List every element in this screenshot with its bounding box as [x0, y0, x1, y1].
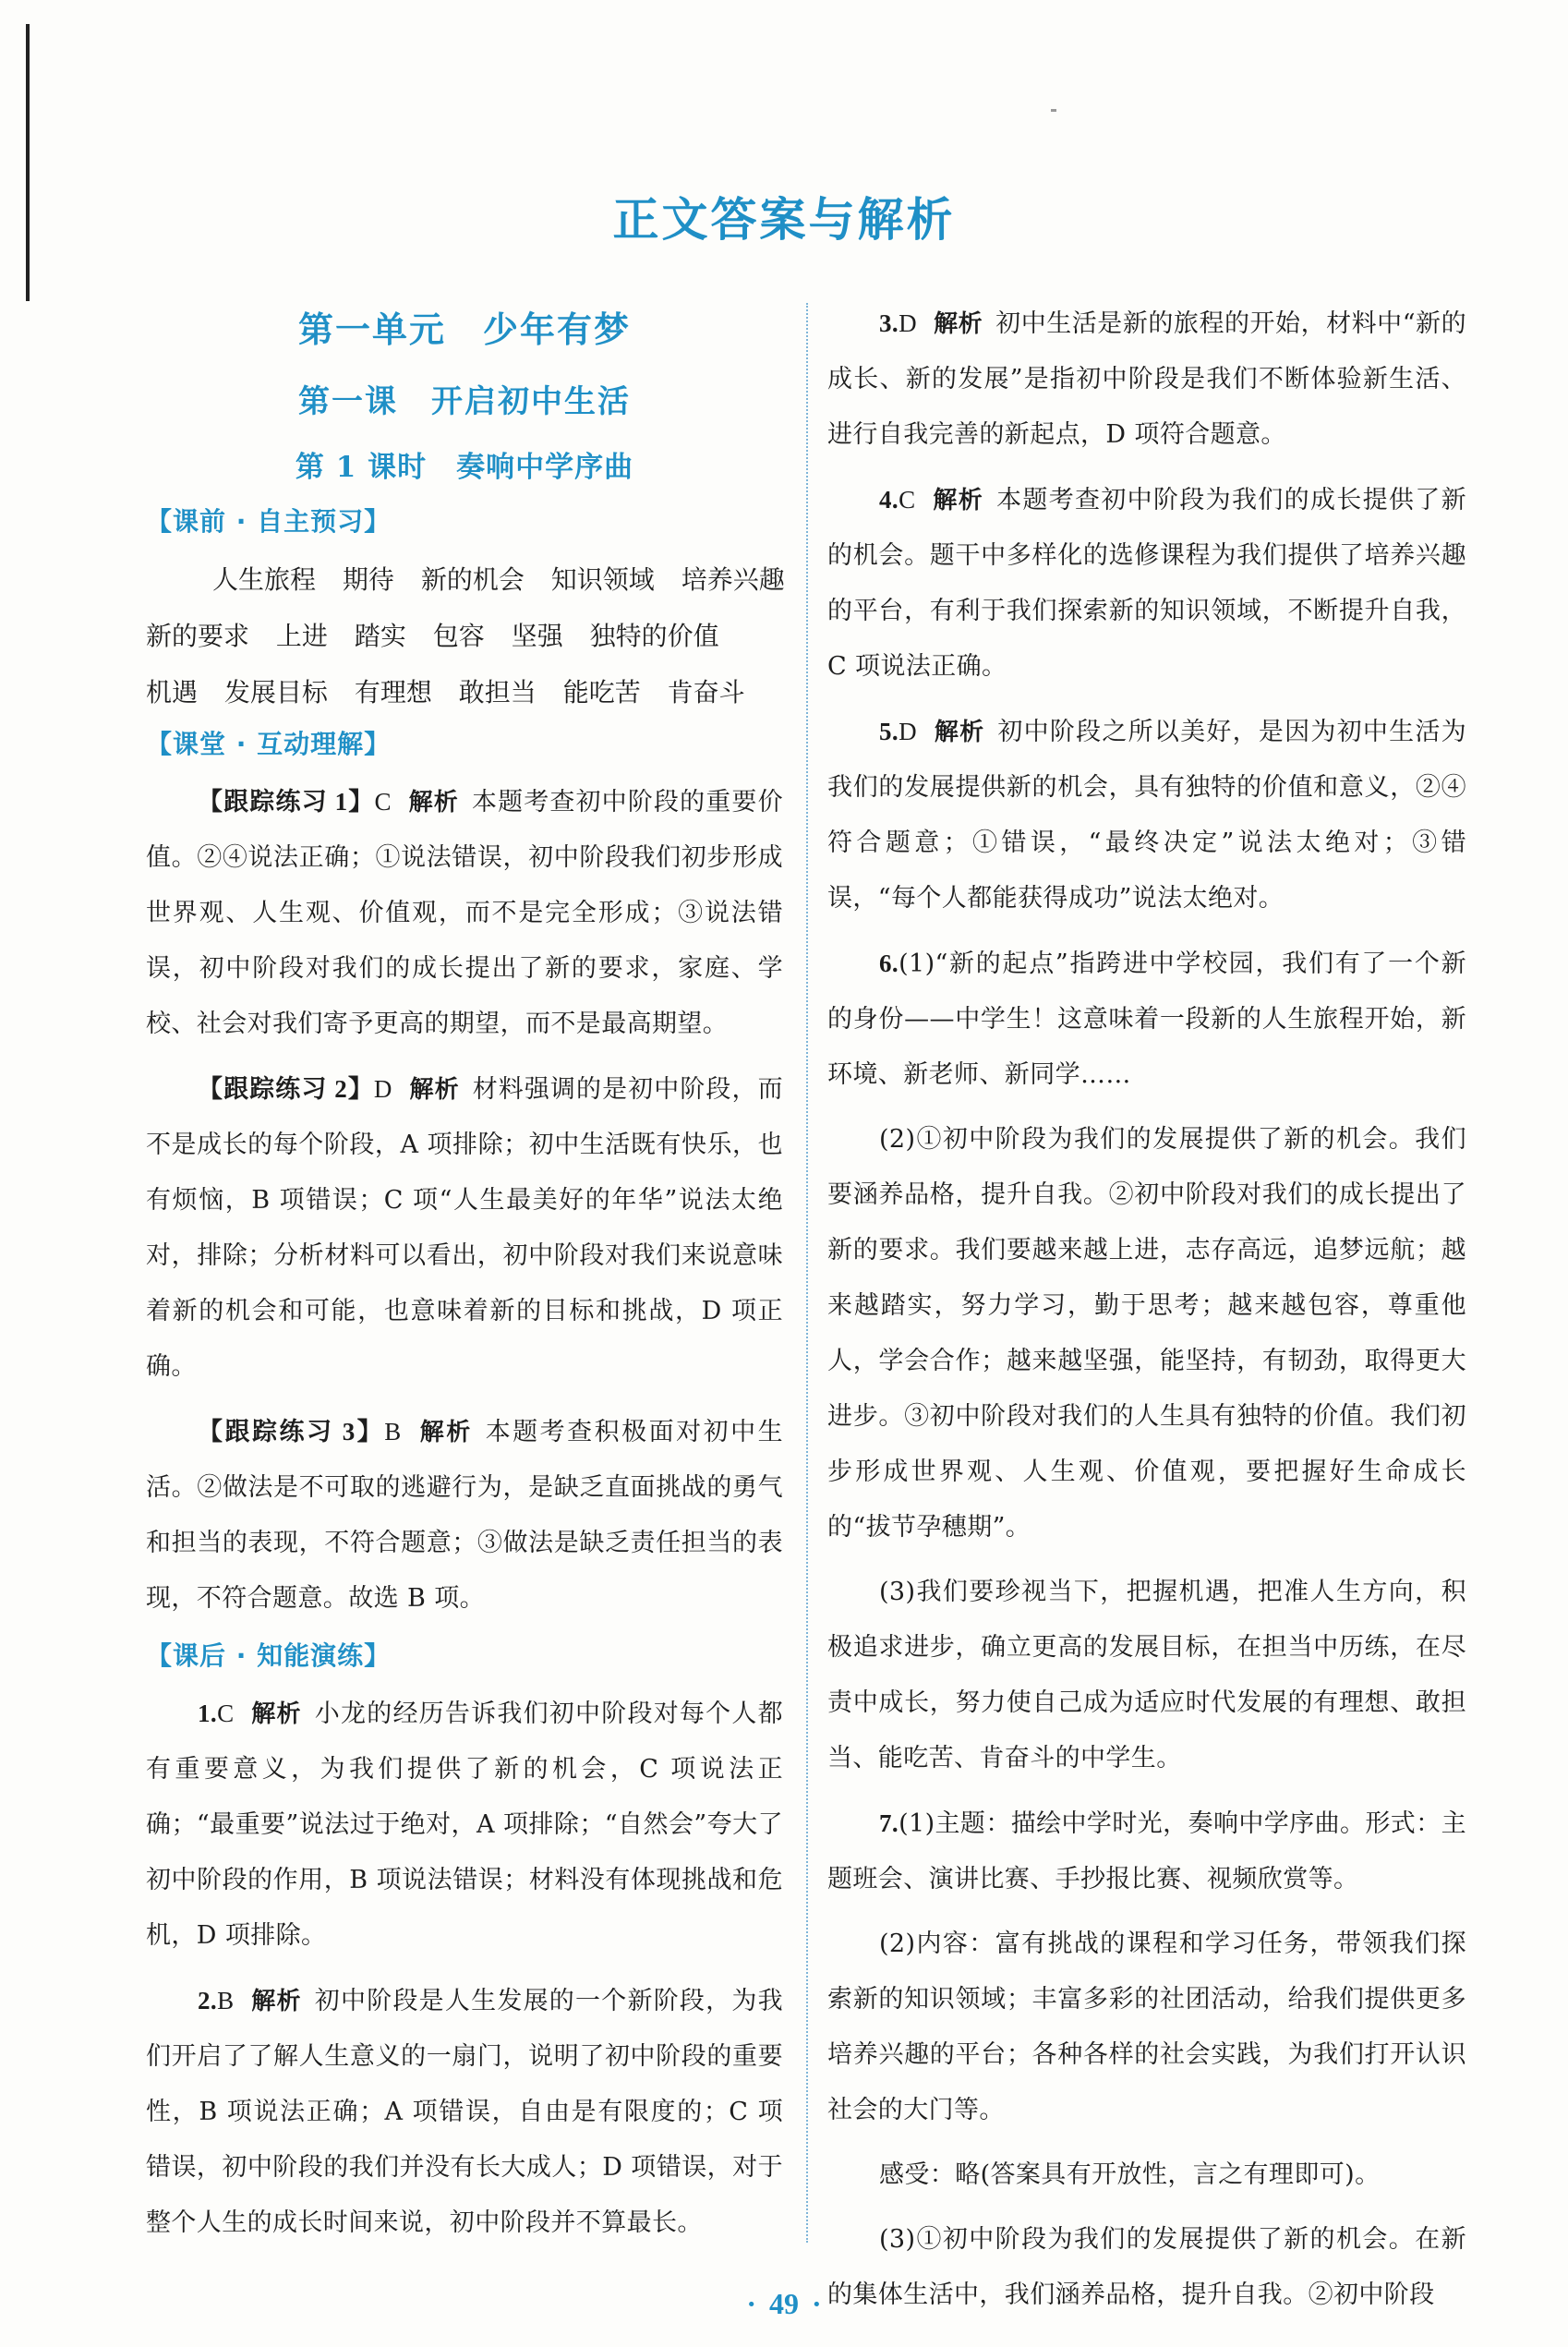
answer-letter: C: [217, 1700, 235, 1727]
vocab-item: 敢担当: [458, 677, 537, 708]
print-mark: [1051, 109, 1056, 112]
page-number-value: 49: [769, 2287, 799, 2320]
analysis-text: 小龙的经历告诉我们初中阶段对每个人都有重要意义，为我们提供了新的机会，C 项说法正确；“最重要”说法过于绝对，A 项排除；“自然会”夸大了初中阶段的作用，B 项说法错误；材料没有体现挑战和危机，D 项排除。: [146, 1700, 783, 1950]
q7-part2: (2)内容：富有挑战的课程和学习任务，带领我们探索新的知识领域；丰富多彩的社团活动，给我们提供更多培养兴趣的平台；各种各样的社会实践，为我们打开认识社会的大门等。: [827, 1930, 1466, 2124]
exercise-answer: [146, 1973, 783, 2251]
section-class-label: 【课堂 · 互动理解】: [146, 729, 392, 759]
section-preview-label: 【课前 · 自主预习】: [146, 506, 392, 537]
period-title: 第 1 课时 奏响中学序曲: [295, 451, 634, 484]
analysis-text: 材料强调的是初中阶段，而不是成长的每个阶段，A 项排除；初中生活既有快乐，也有烦恼，B 项错误；C 项“人生最美好的年华”说法太绝对，排除；分析材料可以看出，初中阶段对我们来说意味着新的机会和可能，也意味着新的目标和挑战，D 项正确。: [146, 1075, 783, 1381]
analysis-text: 本题考查初中阶段为我们的成长提供了新的机会。题干中多样化的选修课程为我们提供了培养兴趣的平台，有利于我们探索新的知识领域，不断提升自我，C 项说法正确。: [827, 486, 1466, 681]
vocab-item: 包容: [432, 621, 485, 651]
question-number: 3.: [879, 309, 899, 337]
tracking-answer: [146, 1404, 783, 1627]
analysis-text: 初中阶段是人生发展的一个新阶段，为我们开启了了解人生意义的一扇门，说明了初中阶段的重要性，B 项说法正确；A 项错误，自由是有限度的；C 项错误，初中阶段的我们并没有长大成人；D 项错误，对于整个人生的成长时间来说，初中阶段并不算最长。: [146, 1987, 783, 2237]
analysis-text: 初中生活是新的旅程的开始，材料中“新的成长、新的发展”是指初中阶段是我们不断体验新生活、进行自我完善的新起点，D 项符合题意。: [827, 309, 1466, 449]
analysis-keyword: 解析: [933, 310, 983, 338]
exercise-answer: [827, 472, 1466, 695]
q7-part1: [827, 1796, 1466, 1907]
page-number: [0, 2287, 1568, 2321]
unit-title: 第一单元 少年有梦: [297, 308, 631, 350]
page-title: 正文答案与解析: [612, 192, 956, 247]
answer-letter: D: [899, 309, 917, 337]
vocab-item: 能吃苦: [562, 677, 641, 708]
page-dot: ·: [812, 2287, 822, 2320]
answer-text: (1)“新的起点”指跨进中学校园，我们有了一个新的身份——中学生！这意味着一段新的人生旅程开始，新环境、新老师、新同学……: [827, 950, 1466, 1089]
q6-part2: (2)①初中阶段为我们的发展提供了新的机会。我们要涵养品格，提升自我。②初中阶段对我们的成长提出了新的要求。我们要越来越上进，志存高远，追梦远航；越来越踏实，努力学习，勤于思考；越来越包容，尊重他人，学会合作；越来越坚强，能坚持，有韧劲，取得更大进步。③初中阶段对我们的人生具有独特的价值。我们初步形成世界观、人生观、价值观，要把握好生命成长的“拔节孕穗期”。: [827, 1125, 1466, 1542]
tracking-label: 【跟踪练习 1】: [198, 788, 375, 816]
vocab-item: 独特的价值: [589, 621, 719, 651]
vocab-item: 新的机会: [420, 564, 525, 595]
answer-letter: B: [384, 1418, 402, 1446]
analysis-text: 初中阶段之所以美好，是因为初中生活为我们的发展提供新的机会，具有独特的价值和意义，②④符合题意；①错误，“最终决定”说法太绝对；③错误，“每个人都能获得成功”说法太绝对。: [827, 718, 1466, 913]
q6-part3: (3)我们要珍视当下，把握机遇，把准人生方向，积极追求进步，确立更高的发展目标，在担当中历练，在尽责中成长，努力使自己成为适应时代发展的有理想、敢担当、能吃苦、肯奋斗的中学生。: [827, 1578, 1466, 1772]
answer-letter: D: [373, 1075, 392, 1103]
vocab-row: [212, 551, 783, 608]
vocab-item: 肯奋斗: [667, 677, 745, 708]
answer-letter: B: [217, 1987, 235, 2014]
analysis-keyword: 解析: [932, 487, 984, 514]
question-number: 1.: [198, 1700, 218, 1727]
analysis-keyword: 解析: [250, 1988, 302, 2015]
analysis-keyword: 解析: [250, 1700, 302, 1728]
question-number: 6.: [879, 950, 899, 977]
vocab-item: 机遇: [146, 677, 199, 708]
analysis-keyword: 解析: [417, 1419, 473, 1446]
page-spine-line: [26, 24, 30, 301]
vocab-row: [146, 608, 783, 664]
section-after-label: 【课后 · 知能演练】: [146, 1640, 392, 1671]
question-number: 7.: [879, 1809, 899, 1837]
analysis-keyword: 解析: [933, 719, 985, 746]
vocab-item: 上进: [275, 621, 328, 651]
vocab-item: 培养兴趣: [681, 564, 785, 595]
lesson-title: 第一课 开启初中生活: [298, 383, 631, 420]
q7-feeling: 感受：略(答案具有开放性，言之有理即可)。: [879, 2160, 1381, 2189]
tracking-answer: [146, 774, 783, 1052]
q7-part3: (3)①初中阶段为我们的发展提供了新的机会。在新的集体生活中，我们涵养品格，提升自我。②初中阶段: [827, 2225, 1466, 2309]
analysis-keyword: 解析: [408, 1076, 460, 1104]
column-divider: [806, 303, 808, 2243]
analysis-keyword: 解析: [407, 789, 459, 817]
answer-letter: C: [374, 788, 392, 816]
analysis-text: 本题考查初中阶段的重要价值。②④说法正确；①说法错误，初中阶段我们初步形成世界观、人生观、价值观，而不是完全形成；③说法错误，初中阶段对我们的成长提出了新的要求，家庭、学校、社会对我们寄予更高的期望，而不是最高期望。: [146, 788, 783, 1038]
vocab-list: [146, 551, 783, 720]
left-column: [146, 296, 783, 2260]
tracking-label: 【跟踪练习 2】: [198, 1075, 374, 1103]
answer-letter: D: [899, 718, 917, 745]
right-column: [827, 296, 1466, 2332]
question-number: 4.: [879, 486, 899, 514]
exercise-answer: [827, 704, 1466, 926]
question-number: 5.: [879, 718, 899, 745]
answer-text: (1)主题：描绘中学时光，奏响中学序曲。形式：主题班会、演讲比赛、手抄报比赛、视频欣赏等。: [827, 1809, 1466, 1893]
exercise-answer: [827, 296, 1466, 463]
q6-part1: [827, 936, 1466, 1103]
vocab-row: [146, 664, 783, 720]
vocab-item: 有理想: [354, 677, 432, 708]
analysis-text: 本题考查积极面对初中生活。②做法是不可取的逃避行为，是缺乏直面挑战的勇气和担当的表现，不符合题意；③做法是缺乏责任担当的表现，不符合题意。故选 B 项。: [146, 1418, 783, 1613]
question-number: 2.: [198, 1987, 218, 2014]
answer-letter: C: [899, 486, 916, 514]
vocab-item: 人生旅程: [212, 564, 317, 595]
tracking-answer: [146, 1061, 783, 1395]
exercise-answer: [146, 1686, 783, 1964]
vocab-item: 知识领域: [550, 564, 655, 595]
vocab-item: 新的要求: [146, 621, 250, 651]
tracking-label: 【跟踪练习 3】: [198, 1418, 385, 1446]
vocab-item: 踏实: [354, 621, 406, 651]
page-dot: ·: [746, 2287, 756, 2320]
vocab-item: 发展目标: [223, 677, 328, 708]
vocab-item: 坚强: [511, 621, 563, 651]
vocab-item: 期待: [342, 564, 394, 595]
